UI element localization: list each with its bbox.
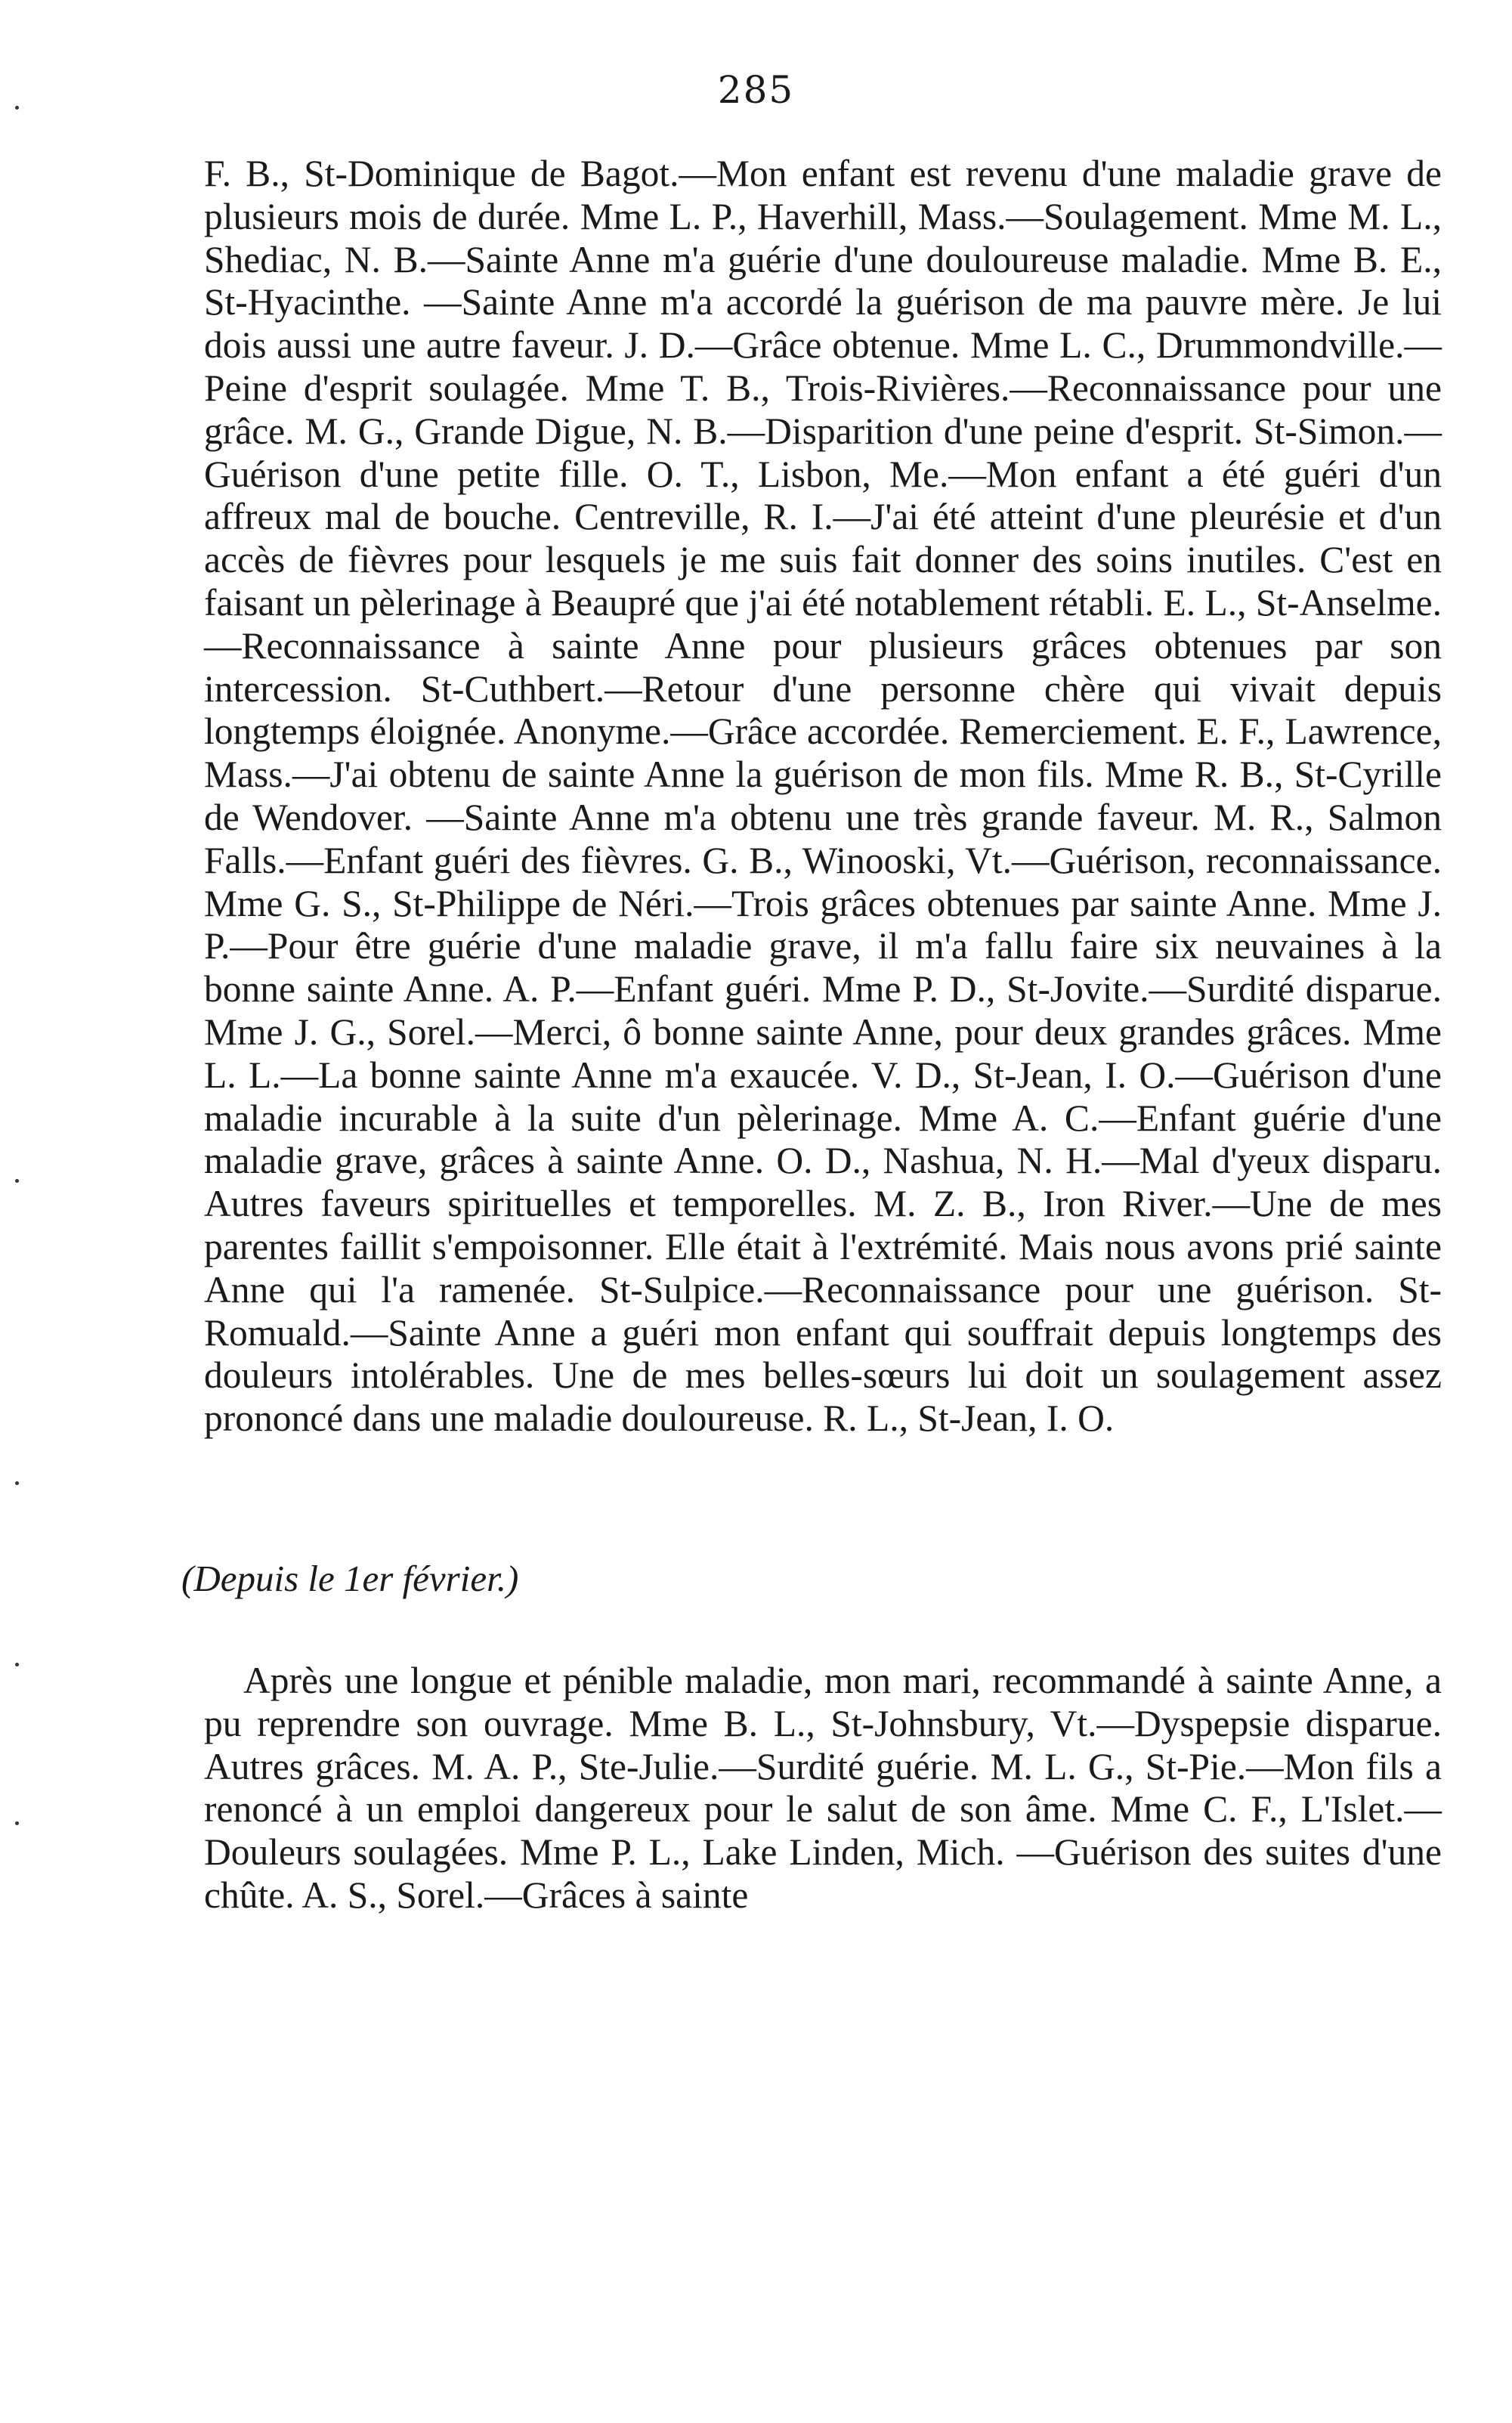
margin-dot bbox=[15, 106, 19, 110]
margin-dot bbox=[15, 1821, 19, 1825]
margin-marks bbox=[9, 0, 39, 2423]
margin-dot bbox=[15, 1481, 19, 1485]
page-number: 285 bbox=[717, 68, 795, 112]
margin-dot bbox=[15, 1179, 19, 1183]
testimonial-paragraph: F. B., St-Dominique de Bagot.—Mon enfant est revenu d'une maladie grave de plusieurs mois de durée. Mme L. P., Haverhill, Mass.—Soulagement. Mme M. L., Shediac, N. B.—Sainte Anne m'a guérie d'une douloureuse maladie. Mme B. E., St-Hyacinthe. —Sainte Anne m'a accordé la guérison de ma pauvre mère. Je lui dois aussi une autre faveur. J. D.—Grâce obtenue. Mme L. C., Drummondville.—Peine d'esprit soulagée. Mme T. B., Trois-Rivières.—Reconnaissance pour une grâce. M. G., Grande Digue, N. B.—Disparition d'une peine d'esprit. St-Simon.—Guérison d'une petite fille. O. T., Lisbon, Me.—Mon enfant a été guéri d'un affreux mal de bouche. Centreville, R. I.—J'ai été atteint d'une pleurésie et d'un accès de fièvres pour lesquels je me suis fait donner des soins inutiles. C'est en faisant un pèlerinage à Beaupré que j'ai été notablement rétabli. E. L., St-Anselme. —Reconnaissance à sainte Anne pour plusieurs grâces obtenues par son intercession. St-Cuthbert.—Retour d'une personne chère qui vivait depuis longtemps éloignée. Anonyme.—Grâce accordée. Remerciement. E. F., Lawrence, Mass.—J'ai obtenu de sainte Anne la guérison de mon fils. Mme R. B., St-Cyrille de Wendover. —Sainte Anne m'a obtenu une très grande faveur. M. R., Salmon Falls.—Enfant guéri des fièvres. G. B., Winooski, Vt.—Guérison, reconnaissance. Mme G. S., St-Philippe de Néri.—Trois grâces obtenues par sainte Anne. Mme J. P.—Pour être guérie d'une maladie grave, il m'a fallu faire six neuvaines à la bonne sainte Anne. A. P.—Enfant guéri. Mme P. D., St-Jovite.—Surdité disparue. Mme J. G., Sorel.—Merci, ô bonne sainte Anne, pour deux grandes grâces. Mme L. L.—La bonne sainte Anne m'a exaucée. V. D., St-Jean, I. O.—Guérison d'une maladie incurable à la suite d'un pèlerinage. Mme A. C.—Enfant guérie d'une maladie grave, grâces à sainte Anne. O. D., Nashua, N. H.—Mal d'yeux disparu. Autres faveurs spirituelles et temporelles. M. Z. B., Iron River.—Une de mes parentes faillit s'empoisonner. Elle était à l'extrémité. Mais nous avons prié sainte Anne qui l'a ramenée. St-Sulpice.—Reconnaissance pour une guérison. St-Romuald.—Sainte Anne a guéri mon enfant qui souffrait depuis longtemps des douleurs intolérables. Une de mes belles-sœurs lui doit un soulagement assez prononcé dans une maladie douloureuse. R. L., St-Jean, I. O. bbox=[204, 153, 1442, 1440]
section-paragraph-text: Après une longue et pénible maladie, mon mari, recommandé à sainte Anne, a pu reprendre son ouvrage. Mme B. L., St-Johnsbury, Vt.—Dyspepsie disparue. Autres grâces. M. A. P., Ste-Julie.—Surdité guérie. M. L. G., St-Pie.—Mon fils a renoncé à un emploi dangereux pour le salut de son âme. Mme C. F., L'Islet.—Douleurs soulagées. Mme P. L., Lake Linden, Mich. —Guérison des suites d'une chûte. A. S., Sorel.—Grâces à sainte bbox=[204, 1660, 1442, 1916]
margin-dot bbox=[15, 1663, 19, 1666]
section-heading: (Depuis le 1er février.) bbox=[181, 1558, 519, 1599]
section-paragraph bbox=[204, 1660, 1442, 1917]
